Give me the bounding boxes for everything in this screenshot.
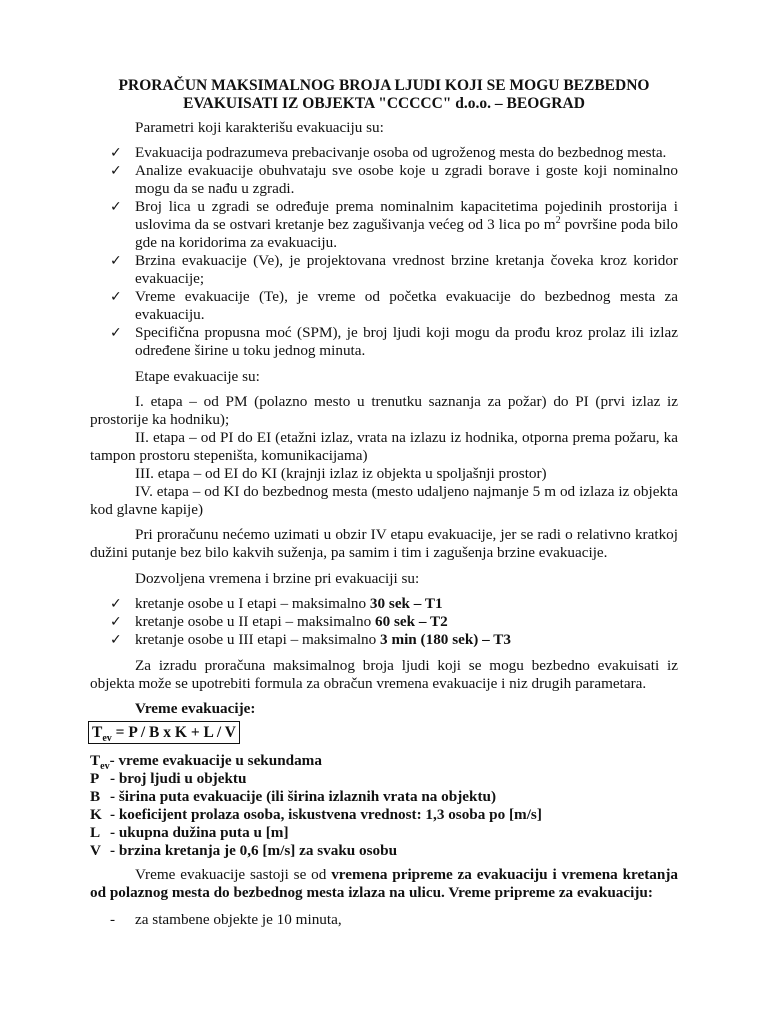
check-mark-icon: ✓: [110, 163, 122, 179]
superscript: 2: [555, 214, 561, 226]
times-list: [90, 595, 678, 649]
dash-icon: -: [110, 911, 116, 928]
params-intro: Parametri koji karakterišu evakuaciju su:: [135, 119, 384, 136]
legend-row: B - širina puta evakuacije (ili širina izlaznih vrata na objektu): [90, 788, 497, 805]
title-line-2: EVAKUISATI IZ OBJEKTA "CCCCC" d.o.o. – BEOGRAD: [183, 95, 585, 112]
check-mark-icon: ✓: [110, 325, 122, 341]
etapa-4: IV. etapa – od KI do bezbednog mesta (mesto udaljeno najmanje 5 m od izlaza iz objekta kod glavne kapije): [90, 483, 678, 518]
legend-row: $T_{ev}$ - vreme evakuacije u sekundama: [90, 752, 322, 773]
list-item: ✓ Analize evakuacije obuhvataju sve osobe koje u zgradi borave i goste koji nominalno mogu da se nađu u zgradi.: [110, 162, 678, 197]
list-item: ✓ Evakuacija podrazumeva prebacivanje osoba od ugroženog mesta do bezbednog mesta.: [110, 144, 667, 161]
check-mark-icon: ✓: [110, 253, 122, 269]
etapa-3: III. etapa – od EI do KI (krajnji izlaz iz objekta u spoljašnji prostor): [135, 465, 547, 482]
check-mark-icon: ✓: [110, 145, 122, 161]
check-mark-icon: ✓: [110, 289, 122, 305]
check-mark-icon: ✓: [110, 632, 122, 648]
list-item: ✓ kretanje osobe u II etapi – maksimalno 60 sek – T2: [110, 613, 448, 630]
etape-intro: Etape evakuacije su:: [135, 368, 260, 385]
list-item: ✓ kretanje osobe u III etapi – maksimalno 3 min (180 sek) – T3: [110, 631, 511, 648]
list-item: ✓ Specifična propusna moć (SPM), je broj ljudi koji mogu da prođu kroz prolaz ili izlaz određene širine u toku jednog minuta.: [110, 324, 678, 359]
formula-box: $T_{ev} = P / B$ x K + L / V: [88, 721, 240, 744]
prep-paragraph: Vreme evakuacije sastoji se od vremena pripreme za evakuaciju i vremena kretanja od polaznog mesta do bezbednog mesta izlaza na ulicu. Vreme pripreme za evakuaciju:: [90, 866, 678, 901]
formula-intro: Za izradu proračuna maksimalnog broja ljudi koji se mogu bezbedno evakuisati iz objekta može se upotrebiti formula za obračun vremena evakuacije i niz drugih parametara.: [90, 657, 678, 692]
check-mark-icon: ✓: [110, 614, 122, 630]
legend-row: K - koeficijent prolaza osoba, iskustvena vrednost: 1,3 osoba po [m/s]: [90, 806, 542, 823]
formula-legend: [90, 752, 542, 860]
check-mark-icon: ✓: [110, 199, 122, 215]
params-list: [90, 144, 678, 360]
calc-note: Pri proračunu nećemo uzimati u obzir IV etapu evakuacije, jer se radi o relativno kratkoj dužini putanje bez bilo kakvih suženja, pa samim i tim i zagušenja brzine evakuacije.: [90, 526, 678, 561]
legend-row: P - broj ljudi u objektu: [90, 770, 247, 787]
etapa-2: II. etapa – od PI do EI (etažni izlaz, vrata na izlazu iz hodnika, otporna prema požaru, ka tampon prostoru stepeništa, komunikacijama): [90, 429, 678, 464]
list-item: - za stambene objekte je 10 minuta,: [110, 911, 342, 928]
times-intro: Dozvoljena vremena i brzine pri evakuaciji su:: [135, 570, 420, 587]
list-item: ✓ Vreme evakuacije (Te), je vreme od početka evakuacije do bezbednog mesta za evakuaciju.: [110, 288, 678, 323]
document-title: [90, 77, 678, 113]
list-item: ✓ kretanje osobe u I etapi – maksimalno 30 sek – T1: [110, 595, 443, 612]
check-mark-icon: ✓: [110, 596, 122, 612]
etapa-1: I. etapa – od PM (polazno mesto u trenutku saznanja za požar) do PI (prvi izlaz iz prostorije ka hodniku);: [90, 393, 678, 428]
formula-heading: Vreme evakuacije:: [135, 700, 256, 717]
title-line-1: PRORAČUN MAKSIMALNOG BROJA LJUDI KOJI SE MOGU BEZBEDNO: [118, 77, 650, 94]
list-item: ✓ Broj lica u zgradi se određuje prema nominalnim kapacitetima pojedinih prostorija i uslovima da se ostvari kretanje bez zagušivanja većeg od 3 lica po $m^2$ površine poda bilo gde na koridorima za evakuaciju.: [110, 198, 678, 251]
legend-row: L - ukupna dužina puta u [m]: [90, 824, 289, 841]
list-item: ✓ Brzina evakuacije (Ve), je projektovana vrednost brzine kretanja čoveka kroz koridor evakuacije;: [110, 252, 678, 287]
legend-row: V - brzina kretanja je 0,6 [m/s] za svaku osobu: [90, 842, 398, 859]
